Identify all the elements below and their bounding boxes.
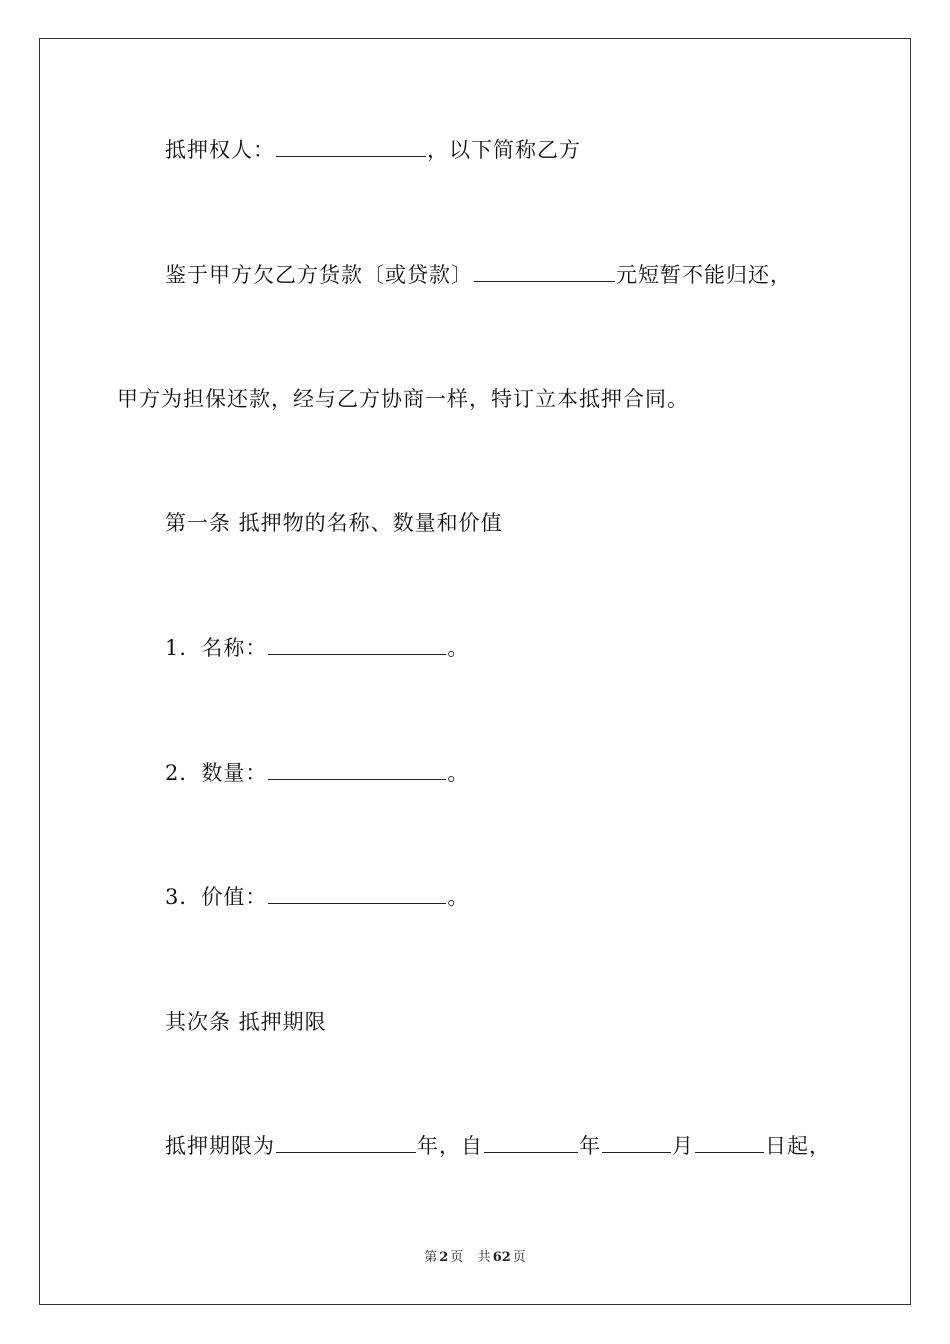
page-number: 2	[439, 1250, 449, 1265]
mortgagee-line	[165, 136, 581, 164]
item-name-line	[165, 634, 469, 662]
total-pages: 62	[492, 1250, 511, 1265]
item-quantity-blank[interactable]	[268, 761, 446, 780]
loan-amount-line	[165, 261, 792, 289]
page-prefix: 第	[424, 1250, 438, 1265]
day-label: 日起，	[765, 1134, 831, 1158]
term-from-label: 年，自	[417, 1134, 483, 1158]
item-value-line	[165, 883, 469, 911]
page-footer	[0, 1246, 950, 1265]
mortgagee-suffix: ，以下简称乙方	[427, 138, 581, 162]
purpose-line	[117, 385, 689, 413]
loan-amount-suffix: 元短暂不能归还，	[616, 263, 792, 287]
page-border	[39, 38, 911, 1305]
article-1-heading	[165, 509, 503, 537]
mortgagee-blank[interactable]	[276, 138, 426, 157]
item-value-blank[interactable]	[268, 885, 446, 904]
loan-amount-blank[interactable]	[474, 263, 615, 282]
term-label: 抵押期限为	[165, 1134, 275, 1158]
loan-amount-label: 鉴于甲方欠乙方货款〔或贷款〕	[165, 263, 473, 287]
article-2-text: 其次条 抵押期限	[165, 1010, 327, 1034]
item-quantity-line	[165, 759, 469, 787]
mortgagee-label: 抵押权人：	[165, 138, 275, 162]
article-2-heading	[165, 1008, 327, 1036]
purpose-text: 甲方为担保还款，经与乙方协商一样，特订立本抵押合同。	[117, 387, 689, 411]
start-year-blank[interactable]	[484, 1134, 578, 1153]
term-line	[165, 1132, 831, 1160]
total-suffix: 页	[512, 1250, 526, 1265]
start-month-blank[interactable]	[602, 1134, 671, 1153]
total-prefix: 共	[477, 1250, 491, 1265]
term-years-blank[interactable]	[276, 1134, 416, 1153]
item-value-label: 3．价值：	[165, 885, 268, 909]
item-name-suffix: 。	[447, 636, 470, 660]
article-1-text: 第一条 抵押物的名称、数量和价值	[165, 511, 503, 535]
month-label: 月	[672, 1134, 694, 1158]
year-label: 年	[579, 1134, 601, 1158]
start-day-blank[interactable]	[695, 1134, 764, 1153]
item-name-blank[interactable]	[268, 636, 446, 655]
item-quantity-suffix: 。	[447, 761, 470, 785]
item-name-label: 1．名称：	[165, 636, 268, 660]
page-suffix: 页	[450, 1250, 464, 1265]
item-value-suffix: 。	[447, 885, 470, 909]
item-quantity-label: 2．数量：	[165, 761, 268, 785]
